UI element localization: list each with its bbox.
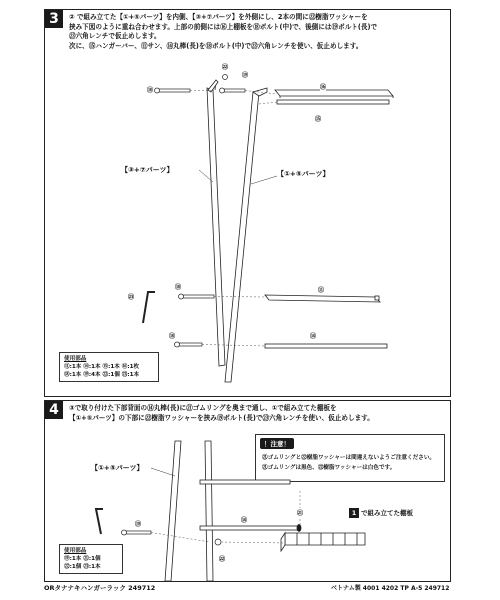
washer-22-step4 <box>215 539 221 545</box>
tag-19-step4: ⑲ <box>135 521 142 528</box>
tag-22-step4: ㉒ <box>219 556 226 563</box>
step-4-number: 4 <box>45 401 63 419</box>
parts-used-row-2: ⑱:1本 ⑲:4本 ㉒:1個 ㉓:1本 <box>64 372 140 378</box>
round-bar-14-step4 <box>200 526 300 530</box>
tag-18-top: ⑱ <box>147 87 154 94</box>
right-frame-post <box>225 88 267 382</box>
shelf-reference-text: で組み立てた棚板 <box>361 509 413 517</box>
bolt-top-19 <box>220 88 246 93</box>
hanger-bar-15 <box>277 100 389 104</box>
round-bar-14 <box>265 344 387 348</box>
assembled-shelf <box>281 533 365 551</box>
tag-23: ㉓ <box>128 294 135 301</box>
tag-18-low: ⑱ <box>169 333 176 340</box>
rubber-ring-21 <box>297 525 301 532</box>
parts-used-row-1-4: ⑲:1本 ㉑:1個 <box>64 556 101 562</box>
right-part-label: 【①+⑤パーツ】 <box>277 170 330 178</box>
step-3-number: 3 <box>45 10 63 28</box>
washer-top-22 <box>223 75 228 80</box>
step-4-line-1: ③で取り付けた下部背面の⑭丸棒(長)に㉑ゴムリングを奥まで通し、①で組み立てた棚板を <box>69 404 337 412</box>
step-3-line-4: 次に、⑮ハンガーバー、⑪サン、⑭丸棒(長)を⑱ボルト(中)で㉓六角レンチを使い、仮止めします。 <box>69 41 363 50</box>
caution-line-1: ㉑ゴムリングと㉒樹脂ワッシャーは間違えないようご注意ください。 <box>262 455 436 461</box>
step-3-parts-used <box>59 352 159 382</box>
post-right <box>205 441 213 581</box>
step-3-line-2: 挟み下図のように重ね合わせます。上部の前側には⑯上棚板を⑱ボルト(中)で、後側には⑲ボルト(長)で <box>69 22 378 31</box>
parts-used-title-4: 使用部品 <box>64 548 87 554</box>
shelf-reference <box>349 508 413 518</box>
tag-14: ⑭ <box>310 333 317 340</box>
hex-wrench-23 <box>143 292 155 323</box>
tag-14-step4: ⑭ <box>241 517 248 524</box>
bolt-19-step4 <box>122 530 152 535</box>
caution-line-2: ㉑ゴムリングは黒色、㉒樹脂ワッシャーは白色です。 <box>262 465 396 471</box>
footer-manufacturing-info: ベトナム製 4001 4202 TP A-5 249712 <box>331 585 450 592</box>
step-3-line-1: ② で組み立てた【①+⑤パーツ】を内側、【③+⑦パーツ】を外側にし、2本の間に㉒樹脂ワッシャーを <box>69 13 368 21</box>
tag-15: ⑮ <box>315 116 322 123</box>
bolt-top-18 <box>155 88 191 93</box>
tag-22: ㉒ <box>222 64 229 71</box>
step-4-parts-used <box>59 544 123 574</box>
step-4-part-label: 【①+⑤パーツ】 <box>91 464 144 472</box>
footer-product-name: ORタナナキハンガーラック 249712 <box>44 584 156 592</box>
left-part-label: 【③+⑦パーツ】 <box>121 166 174 174</box>
tag-16: ⑯ <box>320 84 327 91</box>
step-3-line-3: ㉓六角レンチで仮止めします。 <box>69 32 161 41</box>
shelf-reference-number: 1 <box>349 508 359 518</box>
caution-title: ！注意！ <box>260 438 294 449</box>
upper-bar <box>200 480 290 484</box>
tag-18-mid: ⑱ <box>175 284 182 291</box>
top-shelf-16 <box>275 90 393 98</box>
sash-11 <box>265 295 380 302</box>
parts-used-row-2-4: ㉒:1個 ㉓:1本 <box>64 564 101 570</box>
step-4-line-2: 【①+⑤パーツ】の下部に㉒樹脂ワッシャーを挟み⑲ボルト(長)で㉓六角レンチを使い、仮止めします。 <box>69 413 374 422</box>
bolt-mid-18 <box>179 294 215 299</box>
hex-wrench-step4 <box>96 509 103 534</box>
bolt-low-18 <box>175 342 203 347</box>
parts-used-row-1: ⑪:1本 ⑭:1本 ⑮:1本 ⑯:1枚 <box>64 364 140 370</box>
left-frame-post <box>207 80 225 366</box>
step-4-panel <box>44 400 451 582</box>
tag-19: ⑲ <box>242 72 249 79</box>
post-left <box>165 441 181 581</box>
tag-21-step4: ㉑ <box>297 510 304 517</box>
parts-used-title: 使用部品 <box>64 356 87 362</box>
step-3-panel <box>44 9 451 397</box>
step-3-illustration <box>45 10 450 396</box>
tag-11: ⑪ <box>318 287 325 294</box>
